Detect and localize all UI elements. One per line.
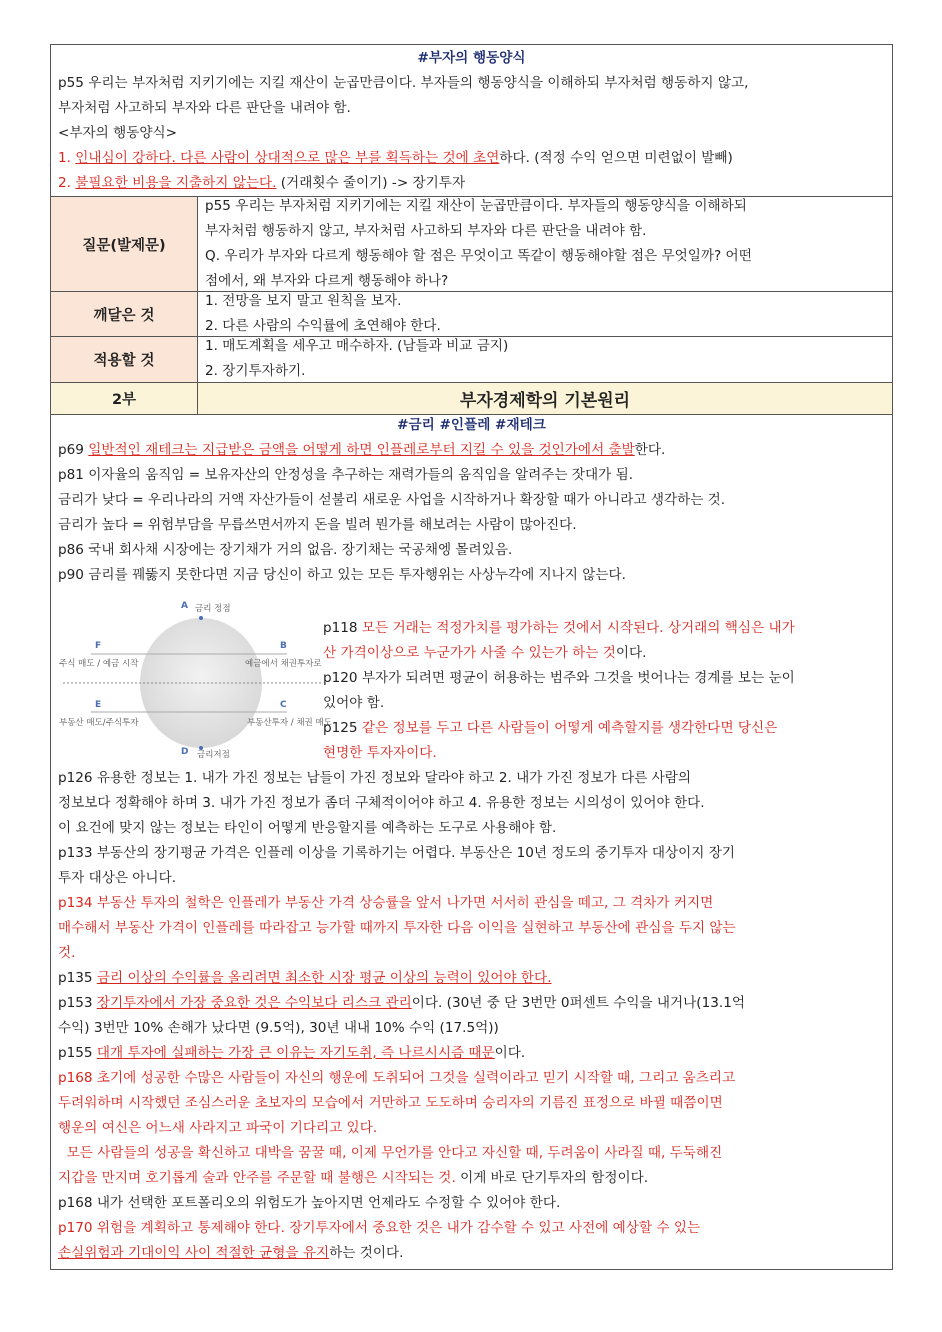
p153-line: 수익) 3번만 10% 손해가 났다면 (9.5억), 30년 내내 10% 수익 (17.5억)) [58, 1020, 499, 1036]
diagram-label: 부동산 매도/주식투자 [59, 718, 139, 728]
part2-row [51, 383, 892, 415]
interest-cycle-diagram [59, 601, 332, 760]
question-line: 부자처럼 행동하지 않고, 부자처럼 사고하되 부자와 다른 판단을 내려야 함. [205, 223, 647, 239]
question-row [51, 197, 892, 292]
p86-line: p86 국내 회사채 시장에는 장기채가 거의 없음. 장기채는 국공채엥 몰려있음. [58, 542, 513, 558]
cycle-svg [59, 601, 325, 759]
p69-line: p69 일반적인 재테크는 지급받은 금액을 어떻게 하면 인플레로부터 지킬 수 있을 것인가에서 출발한다. [58, 442, 666, 458]
p120-line-2: 있어야 함. [323, 695, 385, 711]
point-a [199, 616, 203, 620]
rate-low-line: 금리가 낮다 = 우리나라의 거액 자산가들이 섣불리 새로운 사업을 시작하거나 확장할 때가 아니라고 생각하는 것. [58, 492, 726, 508]
behavior-item-1: 1. 인내심이 강하다. 다른 사람이 상대적으로 많은 부를 획득하는 것에 초연하다. (적정 수익 얻으면 미련없이 발빼) [58, 150, 733, 166]
p168-line: 행운의 여신은 어느새 사라지고 파국이 기다리고 있다. [58, 1120, 378, 1136]
diagram-letter: F [95, 641, 102, 651]
p55-line-2: 부자처럼 사고하되 부자와 다른 판단을 내려야 함. [58, 100, 351, 116]
p133-line: p133 부동산의 장기평균 가격은 인플레 이상을 기록하기는 어렵다. 부동산은 10년 정도의 중기투자 대상이지 장기 [58, 845, 736, 861]
p170-line: 손실위험과 기대이익 사이 적절한 균형을 유지하는 것이다. [58, 1245, 404, 1261]
document-table [50, 44, 893, 1270]
apply-line: 1. 매도계획을 세우고 매수하자. (남들과 비교 금지) [205, 338, 509, 354]
realized-label: 깨달은 것 [51, 292, 198, 336]
p125-line-2: 현명한 투자자이다. [323, 745, 437, 761]
realized-row [51, 292, 892, 337]
part-label: 2부 [51, 383, 198, 414]
diagram-letter: A [181, 601, 188, 611]
p168-portfolio-line: p168 내가 선택한 포트폴리오의 위험도가 높아지면 언제라도 수정할 수 있어야 한다. [58, 1195, 561, 1211]
p168-line: 두려워하며 시작했던 조심스러운 초보자의 모습에서 거만하고 도도하며 승리자의 기름진 표정으로 바뀔 때쯤이면 [58, 1095, 723, 1111]
part-title: 부자경제학의 기본원리 [198, 383, 892, 414]
question-line: p55 우리는 부자처럼 지키기에는 지킬 재산이 눈곱만큼이다. 부자들의 행동양식을 이해하되 [205, 198, 747, 214]
p134-line: 것. [58, 945, 76, 961]
question-line: 점에서, 왜 부자와 다르게 행동해야 하나? [205, 273, 449, 289]
diagram-letter: C [280, 700, 287, 710]
p118-line-1: p118 모든 거래는 적정가치를 평가하는 것에서 시작된다. 상거래의 핵심은 내가 [323, 620, 795, 636]
p126-line: 이 요건에 맞지 않는 정보는 타인이 어떻게 반응할지를 예측하는 도구로 사용해야 함. [58, 820, 557, 836]
behavior-item-2: 2. 불필요한 비용을 지출하지 않는다. (거래횟수 줄이기) -> 장기투자 [58, 175, 466, 191]
p133-line: 투자 대상은 아니다. [58, 870, 177, 886]
diagram-label: 금리 정점 [195, 604, 231, 614]
apply-label: 적용할 것 [51, 337, 198, 382]
question-line: Q. 우리가 부자와 다르게 행동해야 할 점은 무엇이고 똑같이 행동해야할 점은 무엇일까? 어떤 [205, 248, 752, 264]
p170-line: p170 위험을 계획하고 통제해야 한다. 장기투자에서 중요한 것은 내가 감수할 수 있고 사전에 예상할 수 있는 [58, 1220, 701, 1236]
diagram-letter: D [181, 747, 189, 757]
p81-line: p81 이자율의 움직임 = 보유자산의 안정성을 추구하는 재력가들의 움직임을 알려주는 잣대가 됨. [58, 467, 634, 483]
diagram-label: 예금에서 채권투자로 [245, 659, 322, 669]
diagram-label: 부동산투자 / 채권 매도 [247, 718, 332, 728]
p126-line: p126 유용한 정보는 1. 내가 가진 정보는 남들이 가진 정보와 달라야 하고 2. 내가 가진 정보가 다른 사람의 [58, 770, 691, 786]
principles-section [51, 415, 892, 1271]
question-label: 질문(발제문) [51, 197, 198, 291]
section-heading: #부자의 행동양식 [417, 50, 526, 66]
p134-line: p134 부동산 투자의 철학은 인플레가 부동산 가격 상승률을 앞서 나가면 서서히 관심을 떼고, 그 격차가 커지면 [58, 895, 714, 911]
realized-line: 1. 전망을 보지 말고 원칙을 보자. [205, 293, 402, 309]
p118-line-2: 산 가격이상으로 누군가가 사줄 수 있는가 하는 것이다. [323, 645, 647, 661]
p155-line: p155 대개 투자에 실패하는 가장 큰 이유는 자기도취, 즉 나르시시즘 때문이다. [58, 1045, 526, 1061]
apply-line: 2. 장기투자하기. [205, 363, 306, 379]
diagram-letter: B [280, 641, 287, 651]
p55-line-1: p55 우리는 부자처럼 지키기에는 지킬 재산이 눈곱만큼이다. 부자들의 행동양식을 이해하되 부자처럼 행동하지 않고, [58, 75, 749, 91]
p168-line: 지갑을 만지며 호기롭게 술과 안주를 주문할 때 불행은 시작되는 것. 이게 바로 단기투자의 함정이다. [58, 1170, 649, 1186]
p135-line: p135 금리 이상의 수익률을 올리려면 최소한 시장 평균 이상의 능력이 있어야 한다. [58, 970, 552, 986]
apply-row [51, 337, 892, 383]
p90-line: p90 금리를 꿰뚫지 못한다면 지금 당신이 하고 있는 모든 투자행위는 사상누각에 지나지 않는다. [58, 567, 626, 583]
p168-line: 모든 사람들의 성공을 확신하고 대박을 꿈꿀 때, 이제 무언가를 안다고 자신할 때, 두려움이 사라질 때, 두둑해진 [58, 1145, 723, 1161]
realized-line: 2. 다른 사람의 수익률에 초연해야 한다. [205, 318, 441, 334]
p126-line: 정보보다 정확해야 하며 3. 내가 가진 정보가 좀더 구체적이어야 하고 4. 유용한 정보는 시의성이 있어야 한다. [58, 795, 705, 811]
p134-line: 매수해서 부동산 가격이 인플레를 따라잡고 능가할 때까지 투자한 다음 이익을 실현하고 부동산에 관심을 두지 않는 [58, 920, 736, 936]
behavior-section [51, 45, 892, 197]
p153-line: p153 장기투자에서 가장 중요한 것은 수익보다 리스크 관리이다. (30년 중 단 3번만 0퍼센트 수익을 내거나(13.1억 [58, 995, 746, 1011]
list-title: <부자의 행동양식> [58, 125, 178, 141]
diagram-letter: E [95, 700, 102, 710]
p125-line-1: p125 같은 정보를 두고 다른 사람들이 어떻게 예측할지를 생각한다면 당신은 [323, 720, 778, 736]
p168-line: p168 초기에 성공한 수많은 사람들이 자신의 행운에 도취되어 그것을 실력이라고 믿기 시작할 때, 그리고 움츠리고 [58, 1070, 736, 1086]
p120-line-1: p120 부자가 되려면 평균이 허용하는 범주와 그것을 벗어나는 경계를 보는 눈이 [323, 670, 795, 686]
diagram-label: 주식 매도 / 예금 시작 [59, 659, 139, 669]
rate-high-line: 금리가 높다 = 위험부담을 무릅쓰면서까지 돈을 빌려 뭔가를 해보려는 사람이 많아진다. [58, 517, 577, 533]
diagram-label: 금리저점 [197, 750, 230, 760]
section-heading: #금리 #인플레 #재테크 [397, 417, 546, 433]
